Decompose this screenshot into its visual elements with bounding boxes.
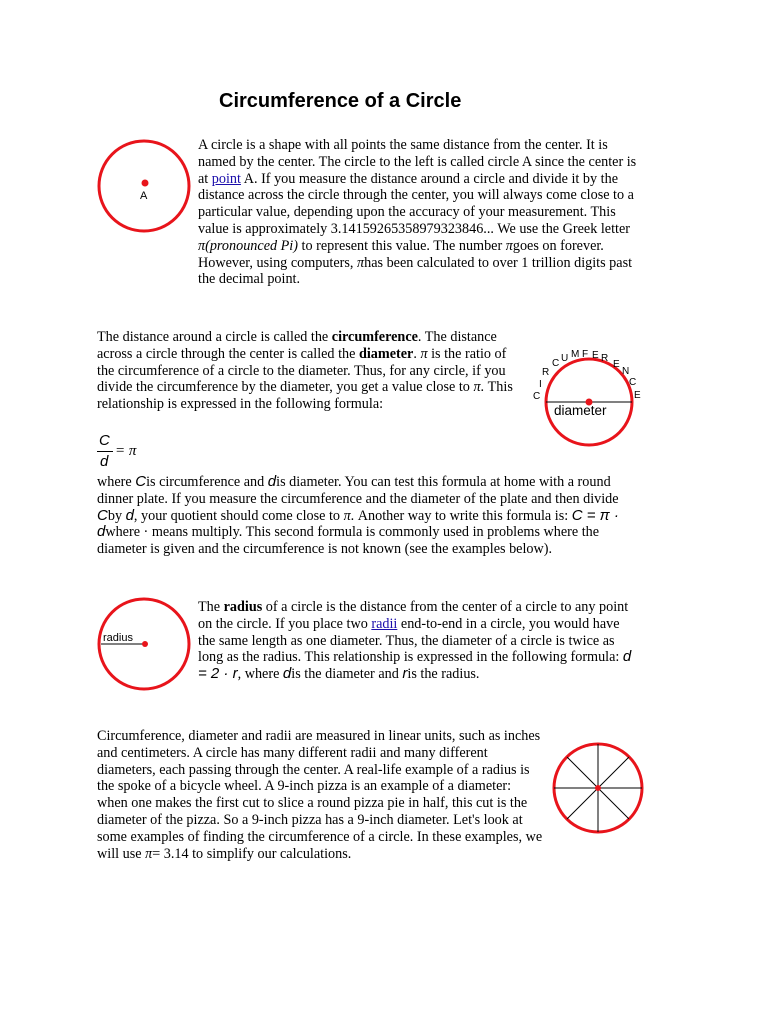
svg-text:R: R xyxy=(542,367,550,378)
units-paragraph: Circumference, diameter and radii are measured in linear units, such as inches and centimeters. A circle has many different radii and many different diameters, each passing through the center. A real-life example of a radius is the spoke of a bicycle wheel. A 9-inch pizza is an example of a diameter: when one makes the first cut to slice a round pizza pie in half, this cut is the diameter of the pizza. So a 9-inch pizza has a 9-inch diameter. Let's look at some examples of finding the circumference of a circle. In these examples, we will use π= 3.14 to simplify our calculations. xyxy=(97,728,543,862)
radius-label: radius xyxy=(103,632,133,644)
svg-text:C: C xyxy=(533,391,541,402)
point-a-label: A xyxy=(140,190,148,202)
formula-numerator: C xyxy=(99,432,110,449)
circumference-paragraph: The distance around a circle is called the circumference. The distance across a circle through the center is called the diameter. π is the ratio of the circumference of a circle to the diameter. Thus, for any circle, if you divide the circumference by the diameter, you get a value close to π. This relationship is expressed in the following formula: xyxy=(97,329,513,413)
formula-denominator: d xyxy=(100,453,109,470)
svg-text:C: C xyxy=(552,358,560,369)
ratio-formula xyxy=(97,432,147,472)
svg-text:M: M xyxy=(571,349,580,360)
pizza-center-point xyxy=(595,785,601,791)
svg-text:E: E xyxy=(592,350,599,361)
pizza-diameters-figure xyxy=(552,741,648,837)
intro-paragraph: A circle is a shape with all points the same distance from the center. It is named by the center. The circle to the left is called circle A since the center is at point A. If you measure the distance around a circle and divide it by the distance across the circle through the center, you will always come close to a particular value, depending upon the accuracy of your measurement. This value is approximately 3.14159265358979323846... We use the Greek letter π(pronounced Pi) to represent this value. The number πgoes on forever. However, using computers, πhas been calculated to over 1 trillion digits past the decimal point. xyxy=(198,137,637,288)
svg-text:R: R xyxy=(601,353,609,364)
center-point-a xyxy=(142,180,149,187)
diameter-label: diameter xyxy=(554,403,607,418)
circle-a-figure xyxy=(96,138,192,234)
formula-equals-pi: = π xyxy=(115,443,137,459)
svg-text:N: N xyxy=(622,366,630,377)
page-title: Circumference of a Circle xyxy=(219,90,462,112)
formula-paragraph: where Cis circumference and dis diameter. You can test this formula at home with a round dinner plate. If you measure the circumference and the diameter of the plate and then divide Cby d, your quotient should come close to π. Another way to write this formula is: C = π · dwhere · means multiply. This second formula is commonly used in problems where the diameter is given and the circumference is not known (see the examples below). xyxy=(97,473,619,558)
svg-text:E: E xyxy=(613,359,620,370)
radius-figure xyxy=(96,596,192,692)
radius-paragraph: The radius of a circle is the distance from the center of a circle to any point on the circle. If you place two radii end-to-end in a circle, you would have the same length as one diameter. Thus, the diameter of a circle is twice as long as the radius. This relationship is expressed in the following formula: d = 2 · r, where dis the diameter and ris the radius. xyxy=(198,599,632,683)
point-link[interactable]: point xyxy=(211,170,241,187)
svg-text:I: I xyxy=(539,379,542,390)
svg-text:U: U xyxy=(561,353,569,364)
svg-text:F: F xyxy=(582,349,589,360)
circumference-arc-letters xyxy=(533,349,641,402)
radii-link[interactable]: radii xyxy=(371,615,398,632)
radius-center-point xyxy=(142,641,148,647)
svg-text:C: C xyxy=(629,377,637,388)
svg-text:E: E xyxy=(634,390,641,401)
circumference-diameter-figure xyxy=(530,345,660,455)
